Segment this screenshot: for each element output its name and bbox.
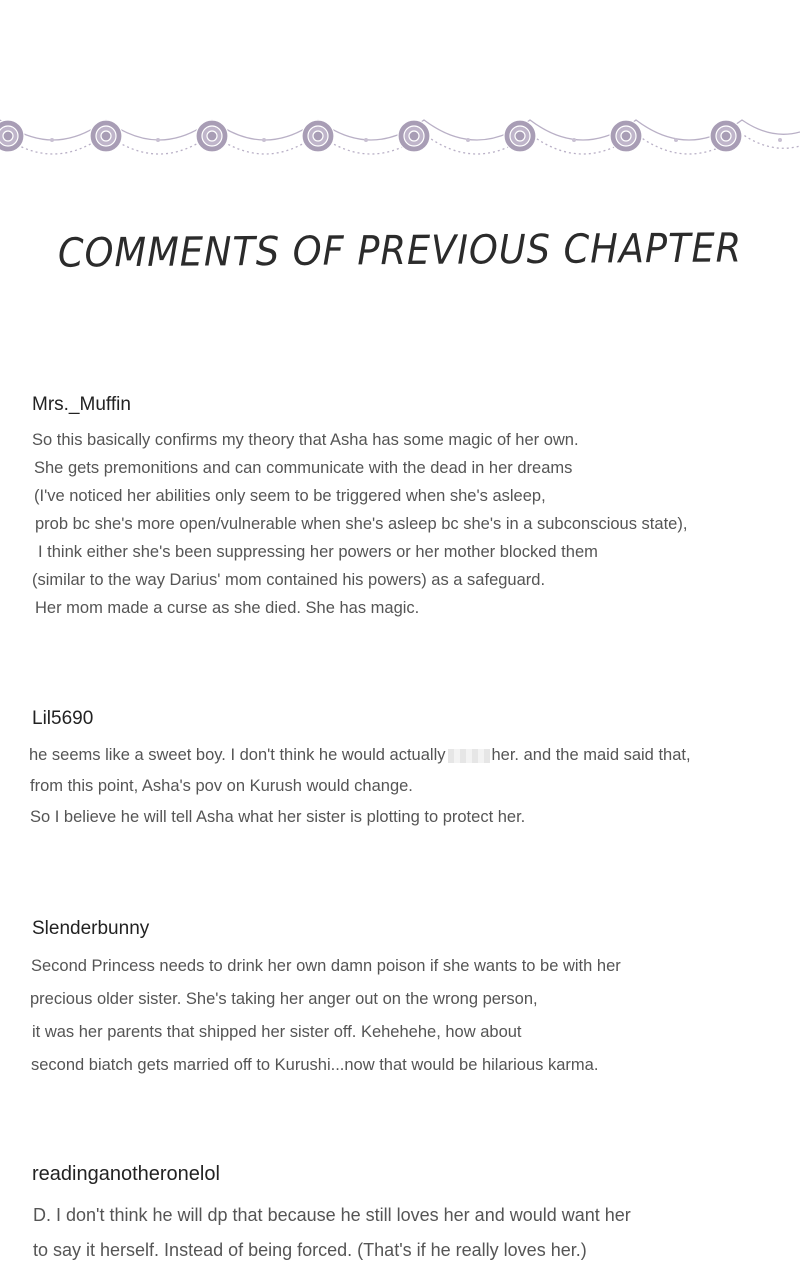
lace-border-decoration — [0, 100, 800, 180]
comment-readinganotheronelol — [30, 1163, 790, 1268]
rose-icon — [710, 120, 742, 152]
comment-username: Slenderbunny — [32, 918, 150, 939]
comment-line: I think either she's been suppressing her powers or her mother blocked them — [38, 543, 598, 561]
comment-mrs-muffin — [30, 394, 790, 622]
comment-username: readinganotheronelol — [32, 1163, 220, 1185]
rose-icon — [504, 120, 536, 152]
rose-icon — [610, 120, 642, 152]
rose-icon — [196, 120, 228, 152]
comment-line: second biatch gets married off to Kurushi...now that would be hilarious karma. — [31, 1056, 599, 1074]
comment-line: D. I don't think he will dp that because he still loves her and would want her — [33, 1205, 631, 1225]
comment-line: So I believe he will tell Asha what her sister is plotting to protect her. — [30, 808, 526, 826]
comment-line-part: her. and the maid said that, — [491, 746, 691, 764]
rose-icon — [0, 120, 24, 152]
comment-line: prob bc she's more open/vulnerable when she's asleep bc she's in a subconscious state), — [35, 515, 688, 533]
comment-line: (I've noticed her abilities only seem to be triggered when she's asleep, — [34, 487, 546, 505]
comment-line: Second Princess needs to drink her own damn poison if she wants to be with her — [31, 957, 621, 975]
comment-slenderbunny — [30, 918, 790, 1082]
comment-line: She gets premonitions and can communicate with the dead in her dreams — [34, 459, 573, 477]
comment-line — [29, 740, 790, 771]
comment-line: from this point, Asha's pov on Kurush would change. — [30, 777, 413, 795]
comment-line: So this basically confirms my theory that Asha has some magic of her own. — [32, 431, 579, 449]
rose-icon — [90, 120, 122, 152]
comment-line: to say it herself. Instead of being forced. (That's if he really loves her.) — [33, 1240, 587, 1260]
comment-line: it was her parents that shipped her sister off. Kehehehe, how about — [32, 1023, 522, 1041]
page-title: COMMENTS OF PREVIOUS CHAPTER — [57, 225, 743, 277]
comment-username: Lil5690 — [32, 708, 94, 729]
comment-line: precious older sister. She's taking her anger out on the wrong person, — [30, 990, 538, 1008]
comment-line: (similar to the way Darius' mom contained his powers) as a safeguard. — [32, 571, 546, 589]
censored-word — [448, 749, 490, 763]
comment-lil5690 — [30, 708, 790, 833]
rose-icon — [302, 120, 334, 152]
rose-icon — [398, 120, 430, 152]
comment-username: Mrs._Muffin — [32, 394, 131, 415]
comment-line: Her mom made a curse as she died. She has magic. — [35, 599, 420, 617]
comment-line-part: he seems like a sweet boy. I don't think he would actually — [29, 746, 446, 764]
